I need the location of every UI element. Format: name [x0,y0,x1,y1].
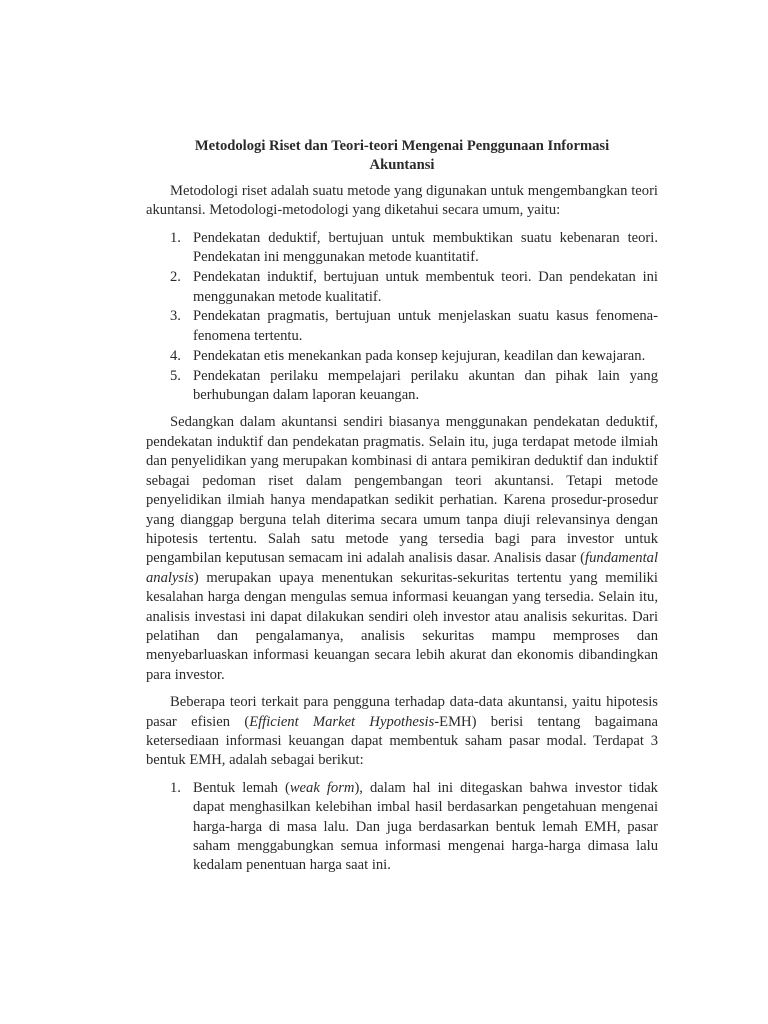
list-item [146,779,658,876]
list-item [146,268,658,307]
list-text-part: ), dalam hal ini ditegaskan bahwa investor tidak dapat menghasilkan kelebihan imbal hasil berdasarkan pengetahuan mengenai harga-harga di masa lalu. Dan juga berdasarkan bentuk lemah EMH, pasar saham menggabungkan semua informasi mengenai harga-harga dimasa lalu kedalam penentuan harga saat ini. [193,779,658,874]
title-line-2: Akuntansi [369,157,435,173]
emh-forms-list [146,779,658,876]
list-text: Pendekatan pragmatis, bertujuan untuk menjelaskan suatu kasus fenomena-fenomena tertentu. [193,308,658,344]
list-item [146,229,658,268]
emphasis-term: fundamental analysis [146,550,658,586]
list-number: 1. [170,229,181,246]
list-number: 4. [170,347,181,364]
list-number: 2. [170,269,181,286]
list-text: Pendekatan deduktif, bertujuan untuk membuktikan suatu kebenaran teori. Pendekatan ini menggunakan metode kuantitatif. [193,229,658,266]
emh-paragraph [146,693,658,771]
list-item [146,367,658,406]
list-text: Pendekatan induktif, bertujuan untuk membentuk teori. Dan pendekatan ini menggunakan metode kualitatif. [193,269,658,305]
list-item [146,347,658,366]
emphasis-term: weak form [289,779,355,796]
document-body [146,137,658,884]
accounting-approach-paragraph [146,413,658,685]
paragraph-text: Beberapa teori terkait para pengguna terhadap data-data akuntansi, yaitu hipotesis pasar efisien ( [146,694,658,730]
document-title [146,137,658,175]
list-text-part: Bentuk lemah ( [193,779,290,796]
paragraph-text: Sedangkan dalam akuntansi sendiri biasanya menggunakan pendekatan deduktif, pendekatan induktif dan pendekatan pragmatis. Selain itu, juga terdapat metode ilmiah dan penyelidikan yang merupakan kombinasi di antara pemikiran deduktif dan induktif sebagai pedoman riset dalam pengembangan teori akuntansi. Tetapi metode penyelidikan ilmiah hanya mendapatkan sedikit perhatian. Karena prosedur-prosedur yang dianggap berguna telah diterima secara umum tanpa diuji relevansinya dengan hipotesis tertentu. Salah satu metode yang tersedia bagi para investor untuk pengambilan keputusan semacam ini adalah analisis dasar. Analisis dasar ( [146,414,658,567]
emphasis-term: Efficient Market Hypothesis [249,713,435,730]
paragraph-text: -EMH) berisi tentang bagaimana ketersediaan informasi keuangan dapat membentuk saham pasar modal. Terdapat 3 bentuk EMH, adalah sebagai berikut: [146,713,658,769]
list-number: 3. [170,308,181,325]
list-item [146,307,658,346]
intro-paragraph: Metodologi riset adalah suatu metode yang digunakan untuk mengembangkan teori akuntansi. Metodologi-metodologi yang diketahui secara umum, yaitu: [146,183,658,219]
list-text [193,780,658,874]
title-line-1: Metodologi Riset dan Teori-teori Mengenai Penggunaan Informasi [194,138,610,154]
list-number: 1. [170,779,181,796]
list-text: Pendekatan etis menekankan pada konsep kejujuran, keadilan dan kewajaran. [193,347,646,364]
methods-list [146,229,658,406]
list-text: Pendekatan perilaku mempelajari perilaku akuntan dan pihak lain yang berhubungan dalam laporan keuangan. [193,367,658,404]
list-number: 5. [170,367,181,384]
paragraph-text: ) merupakan upaya menentukan sekuritas-sekuritas tertentu yang memiliki kesalahan harga dengan mengulas semua informasi keuangan yang tersedia. Selain itu, analisis investasi ini dapat dilakukan sendiri oleh investor atau analisis sekuritas. Dari pelatihan dan pengalamanya, analisis sekuritas mampu memproses dan menyebarluaskan informasi keuangan secara lebih akurat dan ekonomis dibandingkan para investor. [146,569,658,683]
